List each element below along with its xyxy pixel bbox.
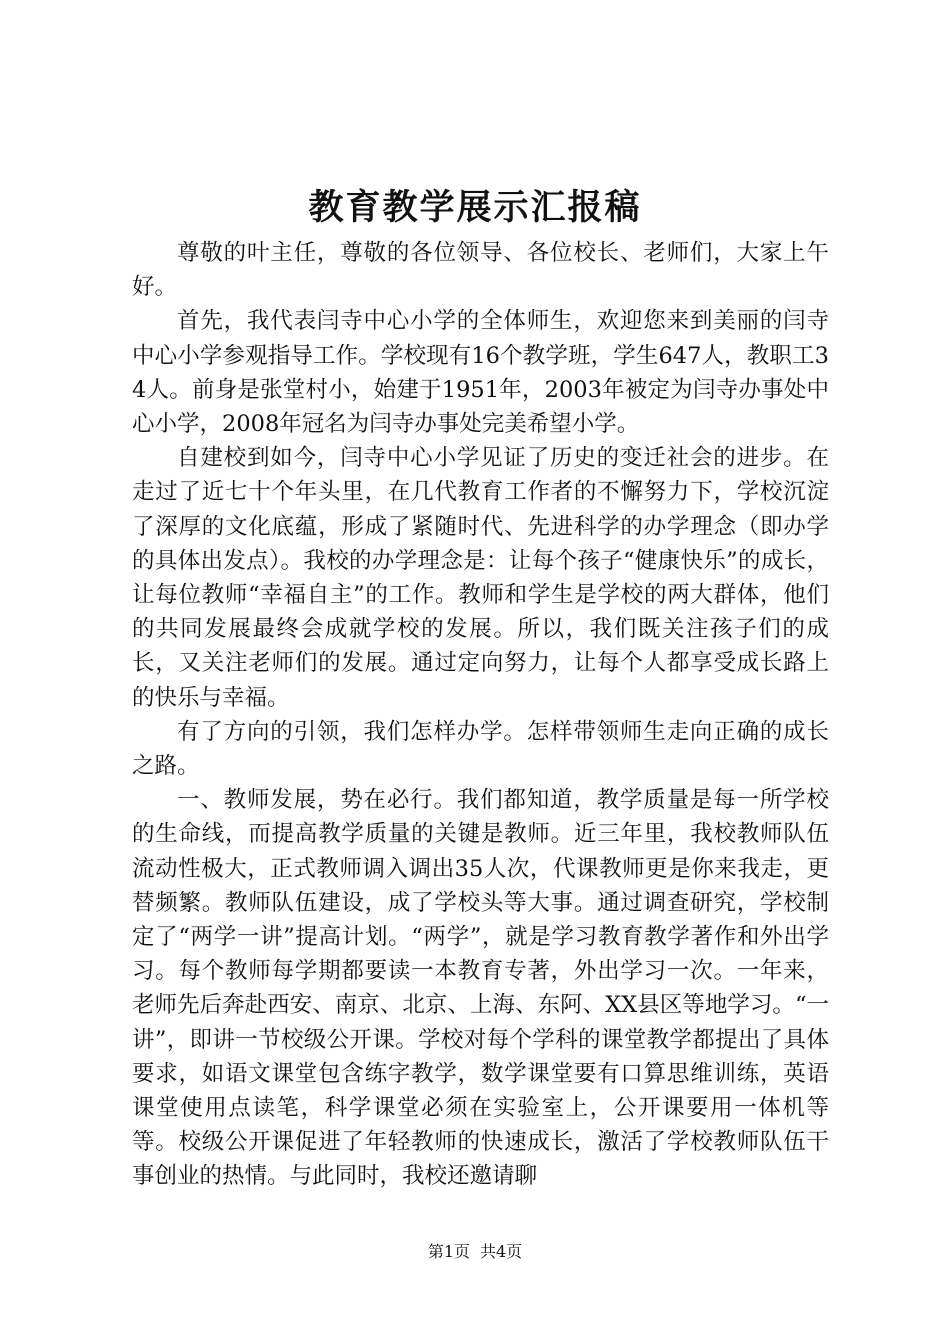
paragraph-teacher-development: 一、教师发展，势在必行。我们都知道，教学质量是每一所学校的生命线，而提高教学质量的关键是教师。近三年里，我校教师队伍流动性极大，正式教师调入调出35人次，代课教师更是你来我走，更替频繁。教师队伍建设，成了学校头等大事。通过调查研究，学校制定了“两学一讲”提高计划。“两学”，就是学习教育教学著作和外出学习。每个教师每学期都要读一本教育专著，外出学习一次。一年来，老师先后奔赴西安、南京、北京、上海、东阿、XX县区等地学习。“一讲”，即讲一节校级公开课。学校对每个学科的课堂教学都提出了具体要求，如语文课堂包含练字教学，数学课堂要有口算思维训练，英语课堂使用点读笔，科学课堂必须在实验室上，公开课要用一体机等等。校级公开课促进了年轻教师的快速成长，激活了学校教师队伍干事创业的热情。与此同时，我校还邀请聊 — [132, 787, 829, 1190]
page-total: 共4页 — [480, 1242, 523, 1261]
paragraph-direction: 有了方向的引领，我们怎样办学。怎样带领师生走向正确的成长之路。 — [132, 718, 829, 780]
document-title: 教育教学展示汇报稿 — [308, 187, 642, 228]
document-body — [132, 236, 829, 1194]
page-number: 第1页 — [427, 1242, 470, 1261]
page-footer — [0, 1241, 950, 1263]
paragraph-school-philosophy: 自建校到如今，闫寺中心小学见证了历史的变迁社会的进步。在走过了近七十个年头里，在几代教育工作者的不懈努力下，学校沉淀了深厚的文化底蕴，形成了紧随时代、先进科学的办学理念（即办学的具体出发点）。我校的办学理念是：让每个孩子“健康快乐”的成长，让每位教师“幸福自主”的工作。教师和学生是学校的两大群体，他们的共同发展最终会成就学校的发展。所以，我们既关注孩子们的成长，又关注老师们的发展。通过定向努力，让每个人都享受成长路上的快乐与幸福。 — [132, 445, 829, 711]
paragraph-greeting: 尊敬的叶主任，尊敬的各位领导、各位校长、老师们，大家上午好。 — [132, 240, 829, 301]
paragraph-school-intro: 首先，我代表闫寺中心小学的全体师生，欢迎您来到美丽的闫寺中心小学参观指导工作。学校现有16个教学班，学生647人，教职工34人。前身是张堂村小，始建于1951年，2003年被定为闫寺办事处中心小学，2008年冠名为闫寺办事处完美希望小学。 — [132, 308, 829, 438]
